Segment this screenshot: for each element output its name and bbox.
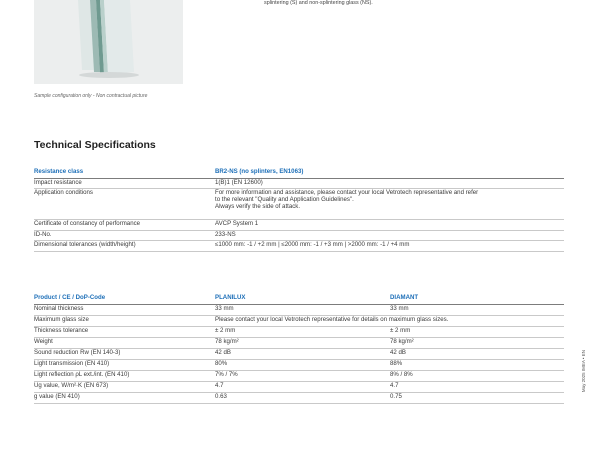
row-value [215,189,564,220]
table-row [34,220,564,231]
glass-pane-front [104,0,134,74]
table-row [34,189,564,220]
table-row [34,349,564,360]
table-row [34,316,564,327]
table-row [34,327,564,338]
table-row [34,382,564,393]
glass-shadow [79,72,139,78]
row-label: Light reflection ρL ext./int. (EN 410) [34,371,215,382]
row-label: Maximum glass size [34,316,215,327]
section-title: Technical Specifications [34,139,156,151]
glass-sample-photo [34,0,183,84]
row-value: ≤1000 mm: -1 / +2 mm | ≤2000 mm: -1 / +3 mm | >2000 mm: -1 / +4 mm [215,241,564,252]
header-label: Product / CE / DoP-Code [34,294,215,305]
table-row [34,241,564,252]
row-label: Ug value, W/m²·K (EN 673) [34,382,215,393]
header-planilux: PLANILUX [215,294,390,305]
intro-text: splintering (S) and non-splintering glass (NS). [264,0,373,6]
header-diamant: DIAMANT [390,294,564,305]
table-row [34,305,564,316]
diamant-value: 42 dB [390,349,564,360]
row-label: Certificate of constancy of performance [34,220,215,231]
image-caption: Sample configuration only - Non contractual picture [34,93,148,99]
row-label: ID-No. [34,230,215,241]
diamant-value: 8% / 8% [390,371,564,382]
row-label: Dimensional tolerances (width/height) [34,241,215,252]
header-value: BR2-NS (no splinters, EN1063) [215,168,564,178]
row-label: Weight [34,338,215,349]
resistance-table-header [34,168,564,178]
planilux-value: 0.63 [215,393,390,404]
row-label: g value (EN 410) [34,393,215,404]
planilux-value: 42 dB [215,349,390,360]
row-value: 1(B)1 (EN 12600) [215,178,564,189]
planilux-value: 78 kg/m² [215,338,390,349]
table-row [34,371,564,382]
row-label: Nominal thickness [34,305,215,316]
planilux-value: 4.7 [215,382,390,393]
condition-line: Always verify the side of attack. [215,203,301,210]
side-note-date: May 2025 IMEA • EN [581,350,586,393]
row-label: Thickness tolerance [34,327,215,338]
table-row [34,360,564,371]
diamant-value: 88% [390,360,564,371]
glass-panes-illustration [34,0,183,84]
diamant-value: ± 2 mm [390,327,564,338]
row-label: Sound reduction Rw (EN 140-3) [34,349,215,360]
row-value: 233-NS [215,230,564,241]
planilux-value: 7% / 7% [215,371,390,382]
resistance-table [34,168,564,252]
table-row [34,393,564,404]
header-label: Resistance class [34,168,215,178]
product-table [34,294,564,404]
row-label: Light transmission (EN 410) [34,360,215,371]
planilux-value: 80% [215,360,390,371]
diamant-value: 78 kg/m² [390,338,564,349]
diamant-value: 0.75 [390,393,564,404]
condition-line: For more information and assistance, please contact your local Vetrotech representative and refer [215,189,479,196]
table-row [34,338,564,349]
row-label: Impact resistance [34,178,215,189]
planilux-value: 33 mm [215,305,390,316]
table-row [34,230,564,241]
diamant-value: 33 mm [390,305,564,316]
diamant-value: 4.7 [390,382,564,393]
row-value: AVCP System 1 [215,220,564,231]
row-label: Application conditions [34,189,215,220]
product-table-header [34,294,564,305]
max-size-value: Please contact your local Vetrotech representative for details on maximum glass sizes. [215,316,564,327]
planilux-value: ± 2 mm [215,327,390,338]
condition-line: to the relevant "Quality and Application Guidelines". [215,196,354,203]
table-row [34,178,564,189]
